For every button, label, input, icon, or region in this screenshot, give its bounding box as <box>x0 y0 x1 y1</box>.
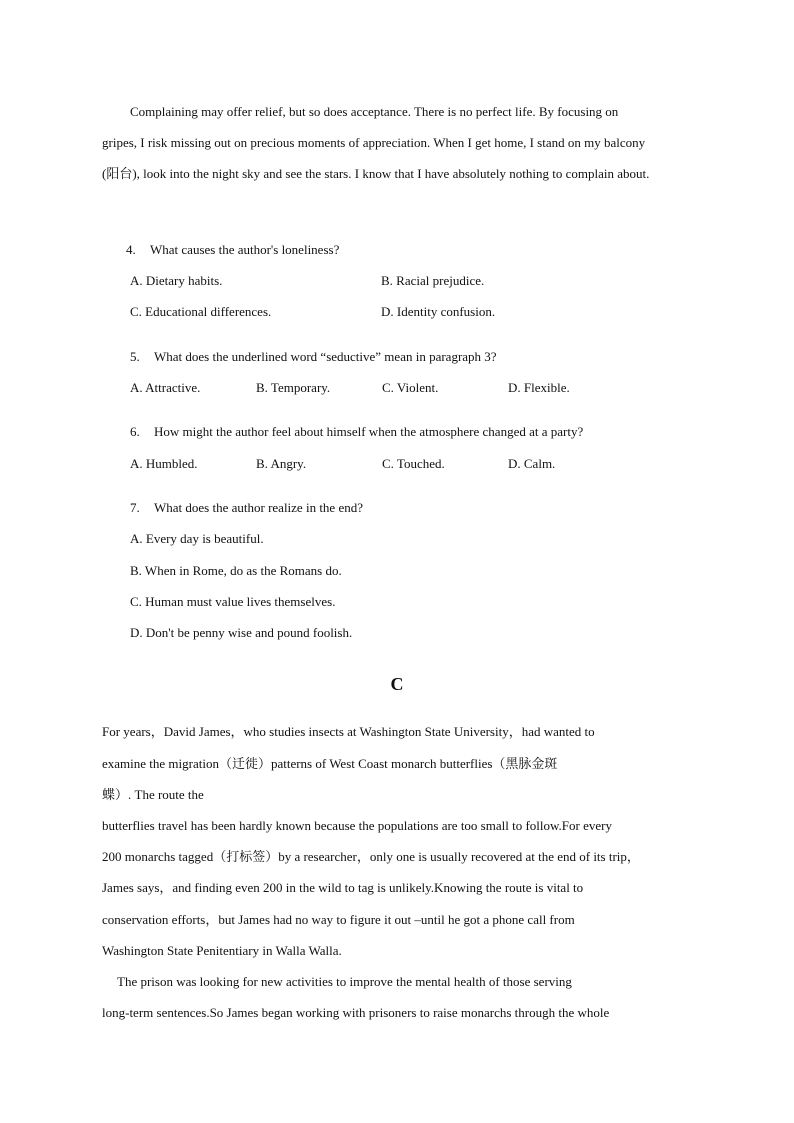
passage-line: conservation efforts，but James had no way to figure it out –until he got a phone call from <box>102 912 575 927</box>
passage-line: For years，David James，who studies insects at Washington State University，had wanted to <box>102 724 595 739</box>
passage-line: butterflies travel has been hardly known because the populations are too small to follow.For every <box>102 818 612 833</box>
passage-line: (阳台), look into the night sky and see the stars. I know that I have absolutely nothing to complain about. <box>102 166 650 181</box>
question-number: 7. <box>130 500 140 515</box>
option-b: B. Angry. <box>256 456 307 471</box>
option-d: D. Identity confusion. <box>381 304 496 319</box>
passage-line: The prison was looking for new activities to improve the mental health of those serving <box>117 974 572 989</box>
option-d: D. Calm. <box>508 456 556 471</box>
question-number: 5. <box>130 349 140 364</box>
question-number: 6. <box>130 424 140 439</box>
passage-line: 200 monarchs tagged（打标签）by a researcher，only one is usually recovered at the end of its trip， <box>102 849 640 864</box>
option-b: B. Racial prejudice. <box>381 273 485 288</box>
option-b: B. Temporary. <box>256 380 331 395</box>
option-c: C. Violent. <box>382 380 439 395</box>
passage-line: James says，and finding even 200 in the wild to tag is unlikely.Knowing the route is vital to <box>102 880 584 895</box>
question-text: How might the author feel about himself when the atmosphere changed at a party? <box>154 424 584 439</box>
question-text: What does the author realize in the end? <box>154 500 363 515</box>
question-number: 4. <box>126 242 136 257</box>
option-a: A. Every day is beautiful. <box>130 531 264 546</box>
option-b: B. When in Rome, do as the Romans do. <box>130 563 342 578</box>
question-text: What causes the author's loneliness? <box>150 242 340 257</box>
passage-line: examine the migration（迁徙）patterns of West Coast monarch butterflies（黑脉金斑 <box>102 756 558 771</box>
option-c: C. Educational differences. <box>130 304 272 319</box>
option-a: A. Humbled. <box>130 456 198 471</box>
passage-line: Complaining may offer relief, but so does acceptance. There is no perfect life. By focusing on <box>130 104 619 119</box>
passage-line: Washington State Penitentiary in Walla Walla. <box>102 943 342 958</box>
passage-line: 蝶）. The route the <box>102 787 204 802</box>
option-a: A. Dietary habits. <box>130 273 223 288</box>
option-c: C. Human must value lives themselves. <box>130 594 336 609</box>
option-c: C. Touched. <box>382 456 445 471</box>
question-text: What does the underlined word “seductive” mean in paragraph 3? <box>154 349 497 364</box>
passage-line: gripes, I risk missing out on precious moments of appreciation. When I get home, I stand on my balcony <box>102 135 646 150</box>
passage-line: long-term sentences.So James began working with prisoners to raise monarchs through the whole <box>102 1005 610 1020</box>
option-d: D. Don't be penny wise and pound foolish. <box>130 625 353 640</box>
option-a: A. Attractive. <box>130 380 201 395</box>
option-d: D. Flexible. <box>508 380 570 395</box>
section-title: C <box>390 674 404 694</box>
